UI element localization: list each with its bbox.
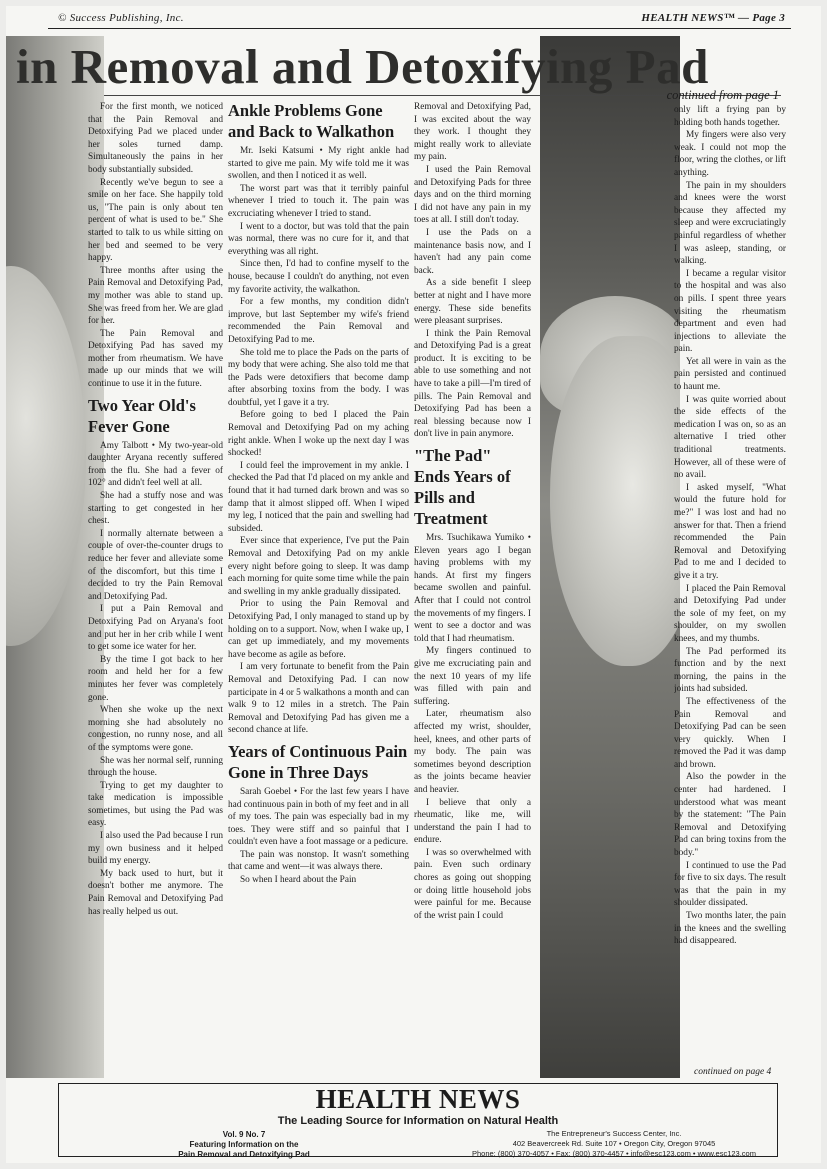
- paragraph: Ever since that experience, I've put the Pain Removal and Detoxifying Pad on my ankle every night before going to sleep. It was damp each morning for quite some time while the pain and swelling in my ankle gradually dissipated.: [228, 536, 409, 597]
- photo-face-right: [550, 336, 680, 666]
- paragraph: I placed the Pain Removal and Detoxifying Pad under the sole of my feet, on my shoulder, on my swollen knees, and my thumbs.: [674, 583, 786, 644]
- paragraph: My back used to hurt, but it doesn't bother me anymore. The Pain Removal and Detoxifying Pad has really helped us out.: [88, 868, 223, 917]
- paragraph: I used the Pain Removal and Detoxifying Pads for three days and on the third morning I did not have any pain in my toes at all. I still don't today.: [414, 164, 531, 226]
- publisher-address: 402 Beavercreek Rd. Suite 107 • Oregon City, Oregon 97045: [512, 1139, 716, 1148]
- paragraph: I also used the Pad because I run my own business and it helped build my energy.: [88, 831, 223, 867]
- paragraph: For the first month, we noticed that the Pain Removal and Detoxifying Pad we placed under her soles turned damp. Simultaneously the pains in her body substantially subsided.: [88, 102, 223, 175]
- paragraph: I was quite worried about the side effects of the medication I was on, so as an alternative I tried other traditional treatments. However, all of these were of no avail.: [674, 394, 786, 481]
- paragraph: I could feel the improvement in my ankle. I checked the Pad that I'd placed on my ankle and found that it had turned dark brown and was so damp that it almost slipped off. When I wiped my leg, I noticed that the pain and swelling had subsided.: [228, 460, 409, 534]
- publisher-name: The Entrepreneur's Success Center, Inc.: [546, 1129, 682, 1138]
- paragraph: I normally alternate between a couple of over-the-counter drugs to reduce her fever and alleviate some of the discomfort, but this time I decided to try the Pain Removal and Detoxifying Pad.: [88, 528, 223, 602]
- paragraph: Also the powder in the center had hardened. I understood what was meant by the statement: "The Pain Removal and Detoxifying Pad can bring toxins from the body.": [674, 772, 786, 859]
- paragraph: When she woke up the next morning she had absolutely no congestion, no runny nose, and all of the symptoms were gone.: [88, 705, 223, 753]
- section-heading: "The Pad" Ends Years of Pills and Treatment: [414, 446, 511, 529]
- publisher-contact: Phone: (800) 370-4057 • Fax: (800) 370-4457 • info@esc123.com • www.esc123.com: [472, 1149, 756, 1158]
- section-heading: Two Year Old's Fever Gone: [88, 395, 196, 436]
- paragraph: Three months after using the Pain Removal and Detoxifying Pad, my mother was able to stand up. She was freed from her. We are glad for her.: [88, 265, 223, 327]
- paragraph: The pain in my shoulders and knees were the worst because they affected my sleep and were excruciatingly painful regardless of whether I was asleep, standing, or walking.: [674, 180, 786, 267]
- paragraph: I am very fortunate to benefit from the Pain Removal and Detoxifying Pad. I can now participate in 4 or 5 walkathons a month and can walk 9 to 12 miles in a stretch. The Pain Removal and Detoxifying Pad has given me a second chance at life.: [228, 662, 409, 736]
- header-publisher: © Success Publishing, Inc.: [58, 12, 184, 24]
- masthead-box: [58, 1083, 778, 1157]
- paragraph: I was so overwhelmed with pain. Even such ordinary chores as going out shopping or doing little household jobs were painful for me. Because of the wrist pain I could: [414, 847, 531, 921]
- article-column-1: [88, 101, 223, 1056]
- page-headline: in Removal and Detoxifying Pad: [16, 39, 709, 94]
- paragraph: I asked myself, "What would the future hold for me?" I was lost and had no answer for that. Then a friend recommended the Pain Removal and Detoxifying Pad to me and I decided to give it a try.: [674, 482, 786, 581]
- paragraph: The Pad performed its function and by the next morning, the pains in the joints had subsided.: [674, 646, 786, 695]
- paragraph: Removal and Detoxifying Pad, I was excited about the way they work. I thought they might really work to alleviate my pain.: [414, 102, 531, 163]
- paragraph: only lift a frying pan by holding both hands together.: [674, 105, 786, 128]
- paragraph: She told me to place the Pads on the parts of my body that were aching. She also told me that the Pads were detoxifiers that become damp after absorbing toxins from the body. I was doubtful, yet I gave it a try.: [228, 347, 409, 408]
- paragraph: I became a regular visitor to the hospital and was also on pills. I spent three years visiting the rheumatism department and even had injections to alleviate the pain.: [674, 268, 786, 355]
- paragraph: My fingers continued to give me excruciating pain and the next 10 years of my life was filled with pain and suffering.: [414, 646, 531, 707]
- paragraph: I use the Pads on a maintenance basis now, and I haven't had any pain come back.: [414, 227, 531, 276]
- masthead-subtitle: The Leading Source for Information on Natural Health: [277, 1115, 559, 1127]
- paragraph: The pain was nonstop. It wasn't something that came and went—it was always there.: [228, 849, 409, 873]
- masthead-title: HEALTH NEWS: [315, 1084, 521, 1114]
- issue-info: [159, 1130, 329, 1160]
- paragraph: Mrs. Tsuchikawa Yumiko • Eleven years ago I began having problems with my hands. At first my fingers became swollen and painful. After that I could not control the movements of my fingers. I went to see a doctor and was told that I had rheumatism.: [414, 533, 531, 644]
- paragraph: My fingers were also very weak. I could not mop the floor, wring the clothes, or lift anything.: [674, 130, 786, 178]
- issue-volume: Vol. 9 No. 7: [222, 1130, 266, 1139]
- paragraph: By the time I got back to her room and held her for a few minutes her fever was completely gone.: [88, 654, 223, 703]
- continued-on-note: continued on page 4: [694, 1067, 772, 1077]
- paragraph: I continued to use the Pad for five to six days. The result was that the pain in my shoulder dissipated.: [674, 860, 786, 909]
- paragraph: For a few months, my condition didn't improve, but last September my wife's friend recommended the Pain Removal and Detoxifying Pad to me.: [228, 297, 409, 345]
- photo-woman-right: [540, 36, 680, 1078]
- article-column-3: [414, 101, 531, 1076]
- paragraph: Since then, I'd had to confine myself to the house, because I couldn't do anything, not even my favorite activity, the walkathon.: [228, 259, 409, 295]
- paragraph: I put a Pain Removal and Detoxifying Pad on Aryana's foot and put her in her crib while I went to get some ice water for her.: [88, 604, 223, 653]
- paragraph: Prior to using the Pain Removal and Detoxifying Pad, I only managed to stand up by holding on to a support. Now, when I wake up, I can get up immediately, and my movements have become as agile as before.: [228, 599, 409, 660]
- paragraph: I think the Pain Removal and Detoxifying Pad is a great product. It is exciting to be able to use something and not have to take a pill—I'm tired of pills. The Pain Removal and Detoxifying Pad has been a real blessing because now I don't live in pain anymore.: [414, 328, 531, 440]
- paragraph: The effectiveness of the Pain Removal and Detoxifying Pad can be seen very quickly. When I removed the Pad it was damp and brown.: [674, 696, 786, 770]
- paragraph: I went to a doctor, but was told that the pain was normal, there was no cure for it, and that everything was all right.: [228, 221, 409, 257]
- photo-face-left: [6, 266, 86, 646]
- continued-from-note: continued from page 1: [666, 88, 779, 102]
- paragraph: Trying to get my daughter to take medication is impossible sometimes, but using the Pad was easy.: [88, 780, 223, 829]
- paragraph: Mr. Iseki Katsumi • My right ankle had started to give me pain. My wife told me it was swollen, and then I noticed it as well.: [228, 146, 409, 182]
- article-column-2: [228, 96, 409, 1076]
- paragraph: She had a stuffy nose and was starting to get congested in her chest.: [88, 491, 223, 527]
- section-heading: Ankle Problems Gone and Back to Walkathon: [228, 101, 395, 141]
- paragraph: The Pain Removal and Detoxifying Pad has saved my mother from rheumatism. We have made up our minds that we will continue to use it in the future.: [88, 328, 223, 390]
- paragraph: Sarah Goebel • For the last few years I have had continuous pain in both of my feet and in all of my toes. The pain was especially bad in my toes. They were stiff and so painful that I couldn't even have a foot massage or a pedicure.: [228, 786, 409, 848]
- issue-product: Pain Removal and Detoxifying Pad: [178, 1150, 310, 1159]
- paragraph: Before going to bed I placed the Pain Removal and Detoxifying Pad on my aching right ankle. When I woke up the next day I was shocked!: [228, 410, 409, 459]
- article-column-4: [674, 104, 786, 1064]
- paragraph: As a side benefit I sleep better at night and I have more energy. These side benefits were pleasant surprises.: [414, 278, 531, 327]
- paragraph: She was her normal self, running through the house.: [88, 755, 223, 779]
- header-rule: [48, 28, 791, 29]
- paragraph: Later, rheumatism also affected my wrist, shoulder, heel, knees, and other parts of my body. The pain was sometimes beyond description as the joints became heavier and heavier.: [414, 709, 531, 795]
- issue-featuring: Featuring Information on the: [189, 1140, 299, 1149]
- newspaper-page: [6, 6, 821, 1163]
- paragraph: So when I heard about the Pain: [240, 875, 357, 886]
- paragraph: The worst part was that it terribly painful whenever I tried to touch it. The pain was excruciating whenever I tried to stand.: [228, 183, 409, 219]
- paragraph: I believe that only a rheumatic, like me, will understand the pain I had to endure.: [414, 797, 531, 846]
- paragraph: Amy Talbott • My two-year-old daughter Aryana recently suffered from the flu. She had a fever of 102° and didn't feel well at all.: [88, 440, 223, 489]
- paragraph: Recently we've begun to see a smile on her face. She happily told us, "The pain is only about ten percent of what is used to be." She started to talk to us while sitting on her bed and seemed to be very happy.: [88, 177, 223, 264]
- paragraph: Two months later, the pain in the knees and the swelling had disappeared.: [674, 911, 786, 947]
- header-page-label: HEALTH NEWS™ — Page 3: [641, 12, 785, 24]
- section-heading: Years of Continuous Pain Gone in Three Days: [228, 741, 408, 782]
- publisher-info: [449, 1129, 779, 1159]
- paragraph: Yet all were in vain as the pain persisted and continued to haunt me.: [674, 356, 786, 393]
